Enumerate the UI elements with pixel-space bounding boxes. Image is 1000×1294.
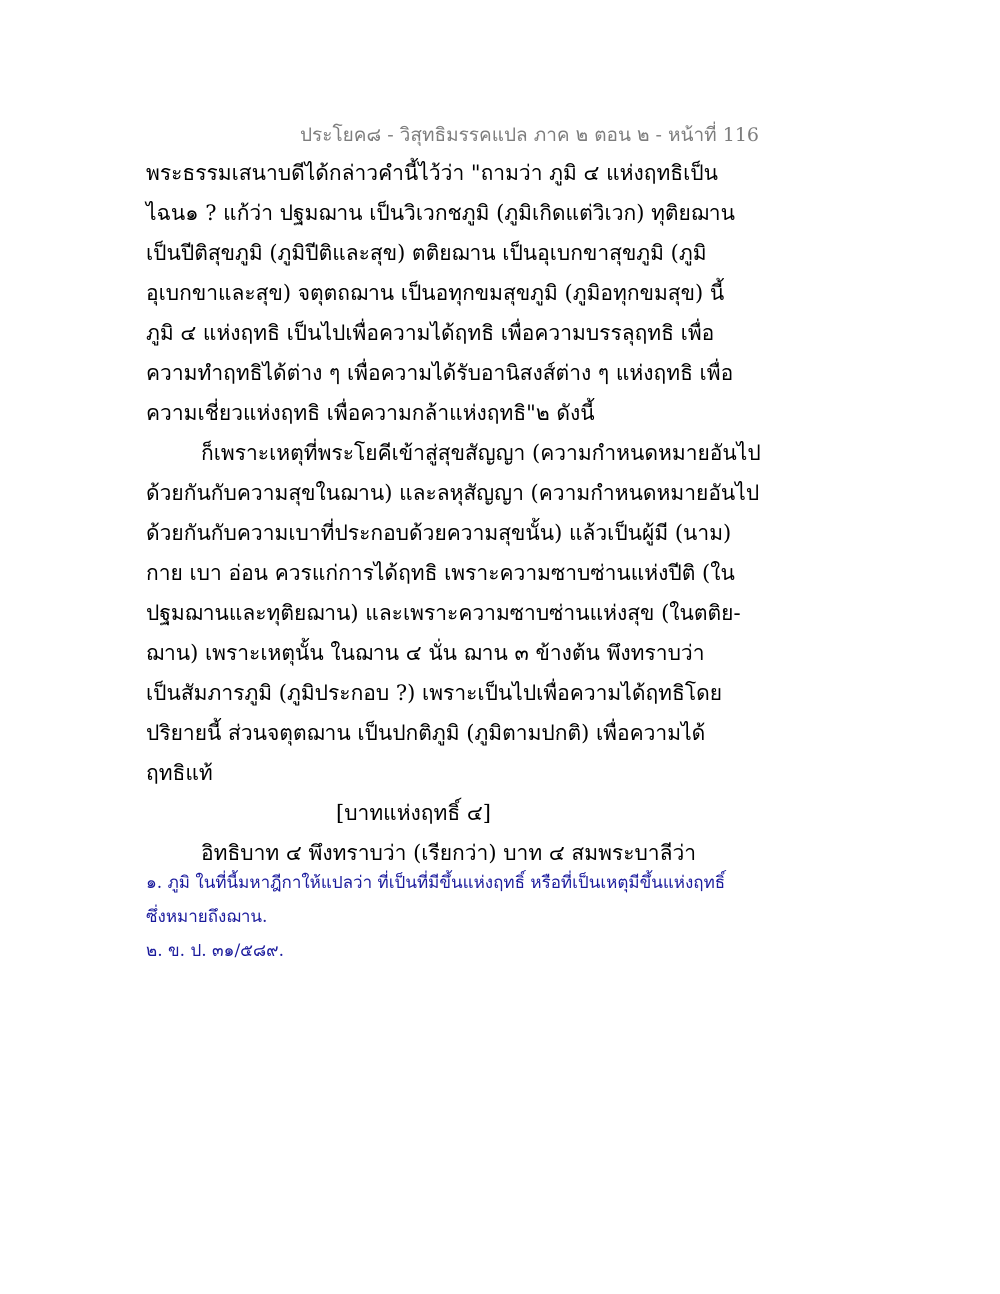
footnotes	[146, 866, 746, 968]
body-line: เป็นปีติสุขภูมิ (ภูมิปีติและสุข) ตติยฌาน เป็นอุเบกขาสุขภูมิ (ภูมิ	[146, 241, 707, 265]
body-line: ฌาน) เพราะเหตุนั้น ในฌาน ๔ นั่น ฌาน ๓ ข้างต้น พึงทราบว่า	[146, 641, 705, 665]
body-line: ด้วยกันกับความสุขในฌาน) และลหุสัญญา (ความกำหนดหมายอันไป	[146, 481, 760, 505]
page-header: ประโยค๘ - วิสุทธิมรรคแปล ภาค ๒ ตอน ๒ - หน้าที่ 116	[300, 124, 760, 146]
body-line: ด้วยกันกับความเบาที่ประกอบด้วยความสุขนั้น) แล้วเป็นผู้มี (นาม)	[146, 521, 732, 545]
body-line: ไฉน๑ ? แก้ว่า ปฐมฌาน เป็นวิเวกชภูมิ (ภูมิเกิดแต่วิเวก) ทุติยฌาน	[146, 201, 735, 225]
body-line: ความทำฤทธิได้ต่าง ๆ เพื่อความได้รับอานิสงส์ต่าง ๆ แห่งฤทธิ เพื่อ	[146, 361, 734, 385]
body-line: กาย เบา อ่อน ควรแก่การได้ฤทธิ เพราะความซาบซ่านแห่งปีติ (ใน	[146, 561, 735, 585]
body-text	[146, 153, 761, 873]
footnote-1: ๑. ภูมิ ในที่นี้มหาฎีกาให้แปลว่า ที่เป็นที่มีขึ้นแห่งฤทธิ์ หรือที่เป็นเหตุมีขึ้นแห่งฤทธิ์	[146, 873, 726, 893]
body-line: ปฐมฌานและทุติยฌาน) และเพราะความซาบซ่านแห่งสุข (ในตติย-	[146, 601, 741, 625]
body-line: ความเชี่ยวแห่งฤทธิ เพื่อความกล้าแห่งฤทธิ"๒ ดังนี้	[146, 401, 595, 425]
body-line: เป็นสัมภารภูมิ (ภูมิประกอบ ?) เพราะเป็นไปเพื่อความได้ฤทธิโดย	[146, 681, 723, 705]
body-line: ฤทธิแท้	[146, 761, 213, 785]
body-line: ภูมิ ๔ แห่งฤทธิ เป็นไปเพื่อความได้ฤทธิ เพื่อความบรรลุฤทธิ เพื่อ	[146, 321, 715, 345]
body-line: อุเบกขาและสุข) จตุตถฌาน เป็นอทุกขมสุขภูมิ (ภูมิอทุกขมสุข) นี้	[146, 281, 725, 305]
section-heading: [บาทแห่งฤทธิ์ ๔]	[336, 801, 491, 825]
footnote-2: ๒. ข. ป. ๓๑/๕๘๙.	[146, 941, 285, 961]
body-line: ปริยายนี้ ส่วนจตุตฌาน เป็นปกติภูมิ (ภูมิตามปกติ) เพื่อความได้	[146, 721, 706, 745]
body-line: พระธรรมเสนาบดีได้กล่าวคำนี้ไว้ว่า "ถามว่า ภูมิ ๔ แห่งฤทธิเป็น	[146, 161, 718, 185]
paragraph-start-line: อิทธิบาท ๔ พึงทราบว่า (เรียกว่า) บาท ๔ สมพระบาลีว่า	[201, 841, 697, 865]
paragraph-start-line: ก็เพราะเหตุที่พระโยคีเข้าสู่สุขสัญญา (ความกำหนดหมายอันไป	[201, 441, 761, 465]
footnote-1-continuation: ซึ่งหมายถึงฌาน.	[146, 907, 268, 927]
